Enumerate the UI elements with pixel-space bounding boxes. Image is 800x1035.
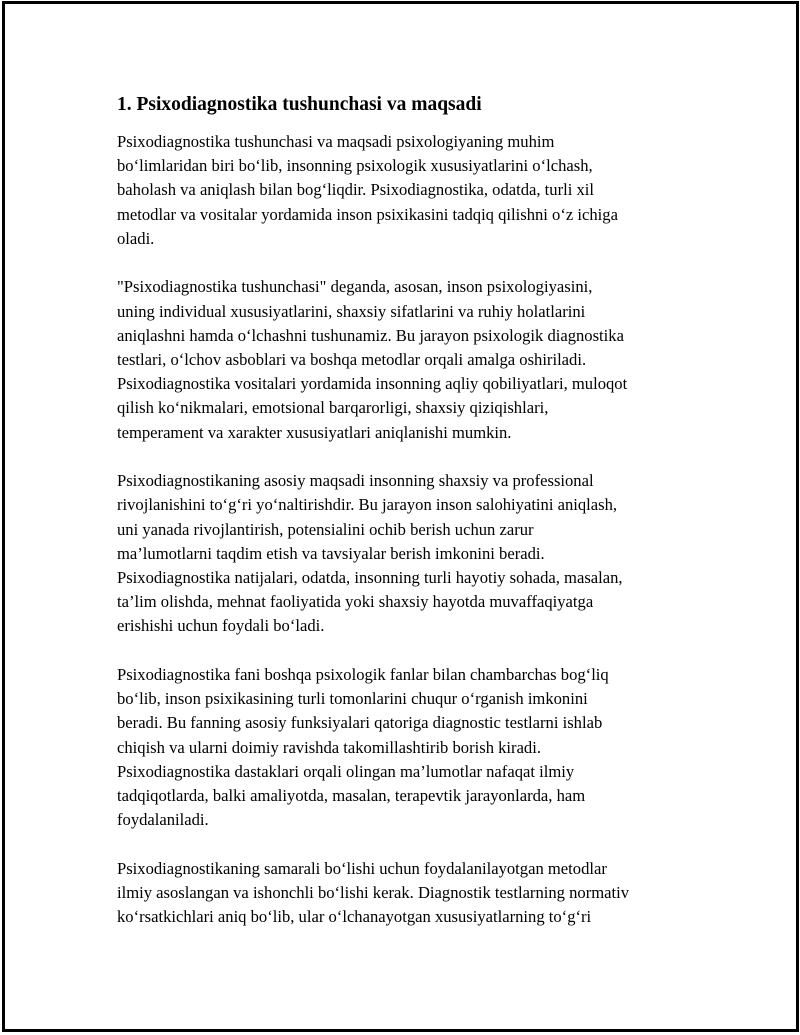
text-line: uning individual xususiyatlarini, shaxsiy sifatlarini va ruhiy holatlarini (117, 301, 586, 321)
text-line: Psixodiagnostikaning asosiy maqsadi insonning shaxsiy va professional (117, 471, 594, 491)
text-line: rivojlanishini to‘g‘ri yo‘naltirishdir. Bu jarayon inson salohiyatini aniqlash, (117, 495, 618, 515)
text-line: erishishi uchun foydali bo‘ladi. (117, 616, 325, 636)
text-line: Psixodiagnostika dastaklari orqali olingan ma’lumotlar nafaqat ilmiy (117, 761, 575, 781)
text-line: aniqlashni hamda o‘lchashni tushunamiz. Bu jarayon psixologik diagnostika (117, 325, 624, 345)
text-line: testlari, o‘lchov asboblari va boshqa metodlar orqali amalga oshiriladi. (117, 350, 587, 370)
text-line: Psixodiagnostika natijalari, odatda, insonning turli hayotiy sohada, masalan, (117, 568, 623, 588)
text-line: ilmiy asoslangan va ishonchli bo‘lishi kerak. Diagnostik testlarning normativ (117, 883, 630, 903)
text-line: bo‘lib, inson psixikasining turli tomonlarini chuqur o‘rganish imkonini (117, 689, 588, 709)
text-line: qilish ko‘nikmalari, emotsional barqarorligi, shaxsiy qiziqishlari, (117, 398, 549, 418)
text-line: ko‘rsatkichlari aniq bo‘lib, ular o‘lchanayotgan xususiyatlarning to‘g‘ri (117, 907, 592, 927)
text-line: ma’lumotlarni taqdim etish va tavsiyalar berish imkonini beradi. (117, 543, 545, 563)
text-line: foydalaniladi. (117, 810, 209, 830)
text-line: oladi. (117, 228, 155, 248)
paragraph-2 (117, 275, 697, 444)
text-line: "Psixodiagnostika tushunchasi" deganda, asosan, inson psixologiyasini, (117, 277, 593, 297)
text-line: bo‘limlaridan biri bo‘lib, insonning psixologik xususiyatlarini o‘lchash, (117, 156, 593, 176)
text-line: tadqiqotlarda, balki amaliyotda, masalan, terapevtik jarayonlarda, ham (117, 786, 586, 806)
text-line: Psixodiagnostika vositalari yordamida insonning aqliy qobiliyatlari, muloqot (117, 374, 628, 394)
text-line: chiqish va ularni doimiy ravishda takomillashtirib borish kiradi. (117, 737, 541, 757)
text-line: uni yanada rivojlantirish, potensialini ochib berish uchun zarur (117, 519, 534, 539)
text-line: baholash va aniqlash bilan bog‘liqdir. Psixodiagnostika, odatda, turli xil (117, 180, 595, 200)
paragraph-1 (117, 130, 697, 251)
paragraph-3 (117, 469, 697, 638)
paragraph-4 (117, 663, 697, 832)
text-line: Psixodiagnostika tushunchasi va maqsadi psixologiyaning muhim (117, 132, 555, 151)
text-line: metodlar va vositalar yordamida inson psixikasini tadqiq qilishni o‘z ichiga (117, 204, 618, 224)
text-line: Psixodiagnostikaning samarali bo‘lishi uchun foydalanilayotgan metodlar (117, 858, 607, 878)
section-heading: 1. Psixodiagnostika tushunchasi va maqsadi (117, 94, 482, 115)
text-line: temperament va xarakter xususiyatlari aniqlanishi mumkin. (117, 422, 512, 442)
paragraph-5 (117, 857, 697, 930)
text-line: beradi. Bu fanning asosiy funksiyalari qatoriga diagnostic testlarni ishlab (117, 713, 603, 733)
document-body (117, 92, 697, 954)
text-line: ta’lim olishda, mehnat faoliyatida yoki shaxsiy hayotda muvaffaqiyatga (117, 592, 594, 612)
text-line: Psixodiagnostika fani boshqa psixologik fanlar bilan chambarchas bog‘liq (117, 665, 609, 685)
